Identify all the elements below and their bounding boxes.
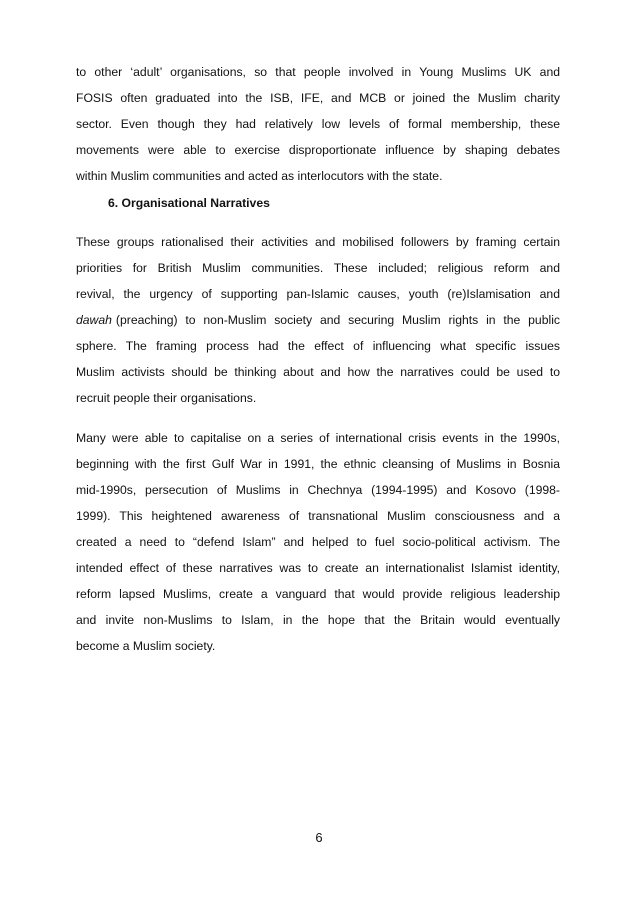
paragraph-line: and invite non-Muslims to Islam, in the hope that the Britain would eventually: [76, 613, 560, 627]
paragraph-line: These groups rationalised their activities and mobilised followers by framing certain: [76, 235, 560, 249]
paragraph-line: movements were able to exercise disproportionate influence by shaping debates: [76, 143, 560, 157]
paragraph-line: 1999). This heightened awareness of transnational Muslim consciousness and a: [76, 509, 560, 523]
paragraph-line: intended effect of these narratives was to create an internationalist Islamist identity,: [76, 561, 560, 575]
section-heading: 6. Organisational Narratives: [108, 196, 270, 210]
paragraph-line: sphere. The framing process had the effect of influencing what specific issues: [76, 339, 560, 353]
paragraph-line: created a need to “defend Islam” and helped to fuel socio-political activism. The: [76, 535, 560, 549]
paragraph-line: sector. Even though they had relatively low levels of formal membership, these: [76, 117, 560, 131]
paragraph-line: mid-1990s, persecution of Muslims in Chechnya (1994-1995) and Kosovo (1998-: [76, 483, 560, 497]
paragraph-line: reform lapsed Muslims, create a vanguard that would provide religious leadership: [76, 587, 560, 601]
paragraph-line-rest: (preaching) to non-Muslim society and securing Muslim rights in the public: [115, 313, 560, 327]
paragraph-line: within Muslim communities and acted as interlocutors with the state.: [76, 169, 443, 183]
paragraph-line: Many were able to capitalise on a series of international crisis events in the 1990s,: [76, 431, 560, 445]
page-number: 6: [315, 830, 323, 845]
paragraph-line: priorities for British Muslim communities. These included; religious reform and: [76, 261, 560, 275]
paragraph-line: FOSIS often graduated into the ISB, IFE, and MCB or joined the Muslim charity: [76, 91, 560, 105]
paragraph-line: Muslim activists should be thinking about and how the narratives could be used to: [76, 365, 560, 379]
paragraph-line: [76, 312, 560, 328]
paragraph-line: become a Muslim society.: [76, 639, 216, 653]
paragraph-line: beginning with the first Gulf War in 1991, the ethnic cleansing of Muslims in Bosnia: [76, 457, 560, 471]
paragraph-line: to other ‘adult’ organisations, so that people involved in Young Muslims UK and: [76, 65, 560, 79]
paragraph-line: revival, the urgency of supporting pan-Islamic causes, youth (re)Islamisation and: [76, 287, 560, 301]
paragraph-line: recruit people their organisations.: [76, 391, 257, 405]
italic-term: dawah: [76, 313, 112, 327]
